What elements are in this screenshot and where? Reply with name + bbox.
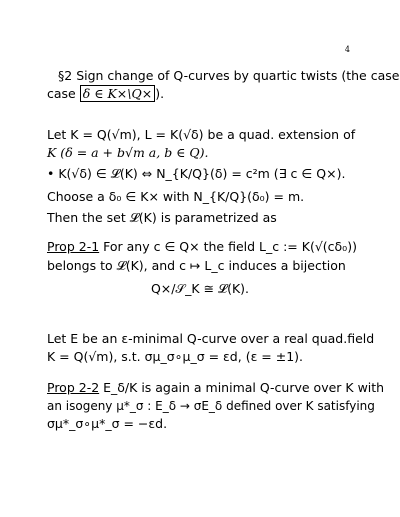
prop-2-2-label: Prop 2-2: [47, 380, 100, 395]
prop-2-1-label: Prop 2-1: [47, 239, 100, 254]
page-number: 4: [344, 45, 350, 54]
prop-2-2-line-2: an isogeny μ*_σ : E_δ → σE_δ defined over K satisfying: [47, 399, 375, 413]
section-case-suffix: ).: [155, 86, 165, 101]
prop-2-2-text-1: E_δ/K is again a minimal Q-curve over K with: [103, 380, 385, 395]
prop-2-2-line-1: [47, 380, 384, 396]
prop-2-1-line-1: [47, 239, 357, 255]
text-line-let-k: Let K = Q(√m), L = K(√δ) be a quad. extension of: [47, 127, 356, 142]
section-heading: [58, 68, 399, 84]
section-case-prefix: (the case: [341, 68, 400, 83]
prop-2-2-line-3: σμ*_σ∘μ*_σ = −εd.: [47, 416, 168, 431]
section-number: §2: [58, 68, 73, 83]
section-title: Sign change of Q-curves by quartic twists: [76, 68, 338, 83]
prop-2-1-text-1: For any c ∈ Q× the field L_c := K(√(cδ₀)): [103, 239, 357, 254]
section-case-line: case δ ∈ K×\Q× ).: [47, 86, 165, 101]
prop-2-1-line-2: belongs to 𝓛(K), and c ↦ L_c induces a bijection: [47, 258, 346, 273]
bullet-norm-condition: • K(√δ) ∈ 𝓛(K) ⇔ N_{K/Q}(δ) = c²m (∃ c ∈ Q×).: [47, 166, 346, 181]
text-line-let-e: Let E be an ε-minimal Q-curve over a real quad.field: [47, 331, 375, 346]
case-box: δ ∈ K×\Q×: [80, 85, 155, 102]
prop-2-1-bijection: Q×/𝒮_K ≅ 𝓛(K).: [150, 281, 250, 296]
text-line-delta-def: K (δ = a + b√m a, b ∈ Q).: [47, 145, 209, 160]
text-line-choose: Choose a δ₀ ∈ K× with N_{K/Q}(δ₀) = m.: [47, 189, 305, 204]
text-line-real-quad-field: K = Q(√m), s.t. σμ_σ∘μ_σ = εd, (ε = ±1).: [47, 349, 304, 364]
text-line-parametrized: Then the set 𝓛(K) is parametrized as: [47, 210, 277, 225]
